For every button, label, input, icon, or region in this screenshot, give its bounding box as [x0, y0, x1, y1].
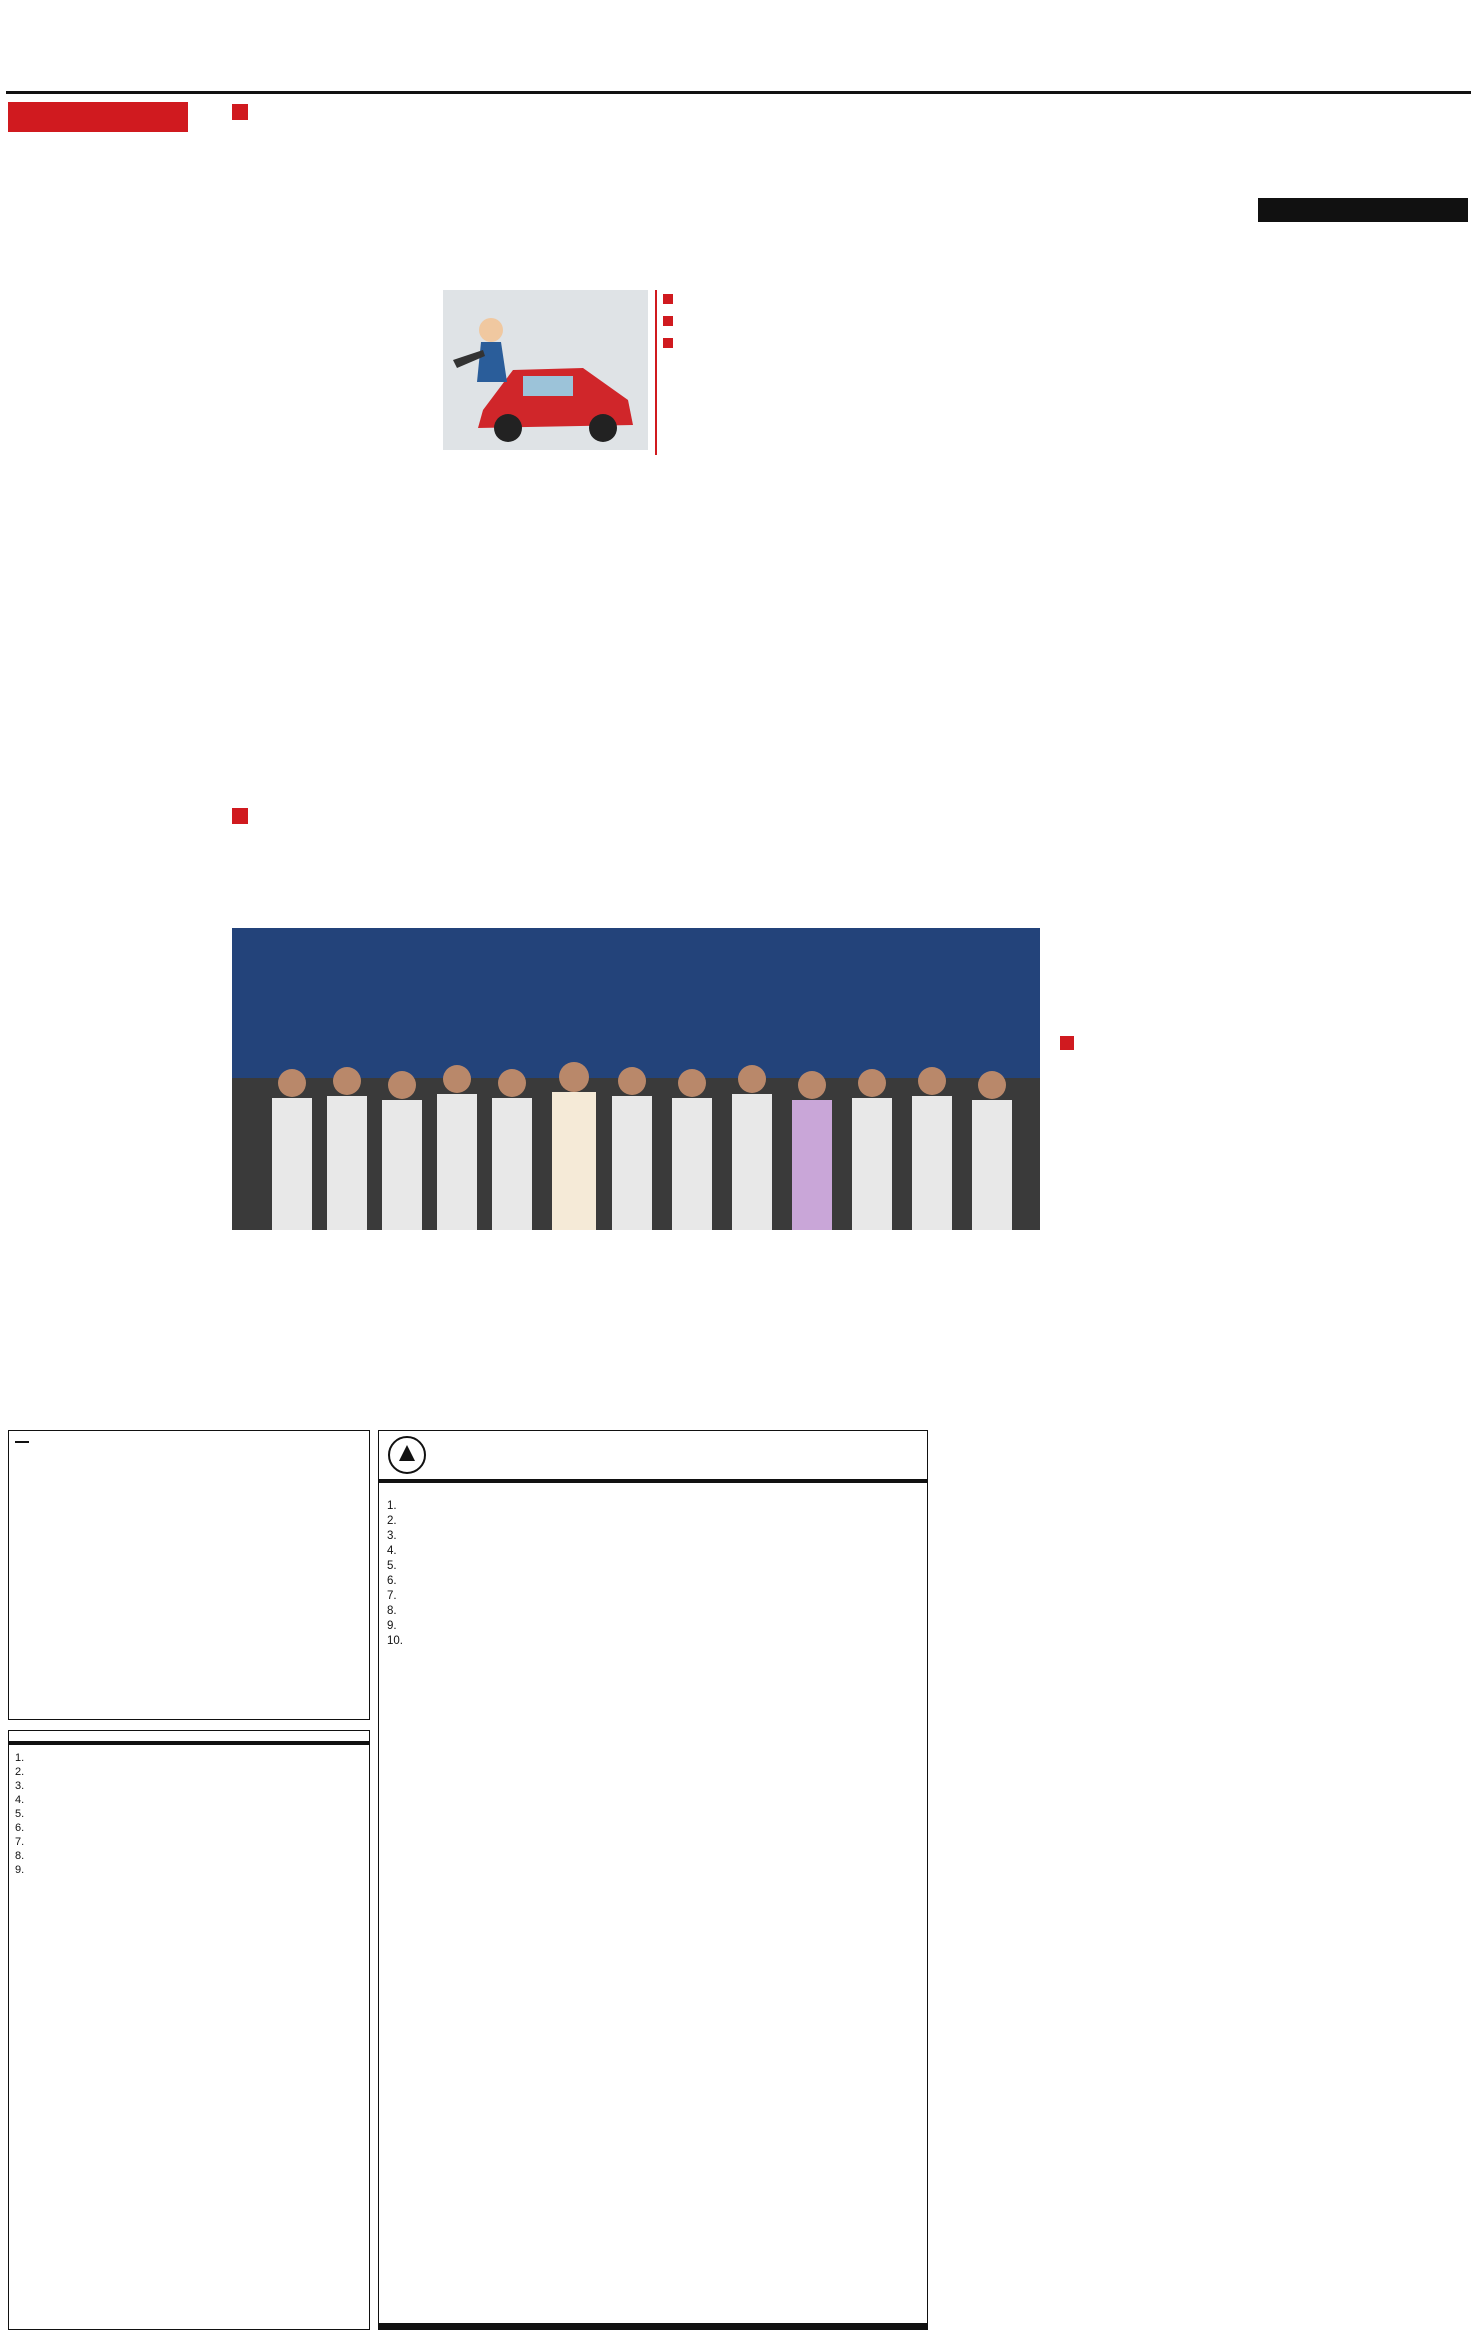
dp-photo	[232, 928, 1040, 1230]
hc-headline	[1060, 1058, 1470, 1118]
sbi-col-a	[1060, 226, 1260, 1026]
teaser-text	[552, 6, 1212, 86]
dp-col-a	[232, 1278, 432, 1418]
lead-col-d	[832, 240, 1037, 795]
bmc-item: 4.	[387, 1545, 397, 1557]
group-photo-icon	[232, 928, 1040, 1230]
bmc-item: 6.	[387, 1575, 397, 1587]
highlight-1	[663, 290, 820, 304]
tender-term: 4.	[15, 1794, 25, 1806]
dp-photo-caption	[232, 1234, 732, 1254]
tender-term: 2.	[15, 1766, 25, 1778]
lead-illustration	[443, 290, 648, 450]
brief-1-text	[8, 200, 208, 465]
sbi-headline-2	[1060, 148, 1470, 196]
brief-2-tag	[8, 470, 208, 490]
brief-2-headline	[8, 490, 208, 552]
bmc-item: 2.	[387, 1515, 397, 1527]
section-title	[1230, 14, 1380, 78]
sbi-headline-1	[1060, 100, 1470, 148]
sbi-tag	[1258, 198, 1468, 222]
dp-kicker-box	[232, 808, 248, 824]
tender-term: 1.	[15, 1752, 25, 1764]
lead-col-c	[655, 460, 825, 795]
highlight-2	[663, 312, 820, 326]
brief-2-text	[8, 556, 208, 1421]
lead-headline	[232, 132, 1052, 232]
dateline	[8, 70, 328, 90]
tender-term: 7.	[15, 1836, 25, 1848]
masthead-rule	[6, 91, 1471, 94]
dp-col-b	[440, 1256, 640, 1418]
bmc-header	[379, 1431, 927, 1479]
briefs-label-box	[8, 102, 188, 132]
sbi-dateline	[1060, 202, 1210, 222]
crash-illustration-icon	[443, 290, 648, 450]
hc-kicker-box	[1060, 1036, 1074, 1050]
lead-highlights	[655, 290, 820, 455]
bmc-footer	[379, 2323, 927, 2329]
page-number	[1400, 12, 1460, 76]
dp-col-c	[648, 1256, 843, 1418]
bmc-item: 5.	[387, 1560, 397, 1572]
bmc-item: 1.	[387, 1500, 397, 1512]
tender-banner	[9, 1741, 369, 1745]
tender-term: 6.	[15, 1822, 25, 1834]
college-tender-ad	[8, 1730, 370, 2330]
hc-text	[1060, 1122, 1470, 1420]
teaser-headline	[335, 26, 545, 72]
tender-term: 5.	[15, 1808, 25, 1820]
lead-kicker-box	[232, 104, 248, 120]
dp-headline	[232, 834, 1052, 924]
highlight-3	[663, 334, 820, 348]
bmc-item: 10.	[387, 1635, 403, 1647]
hc-kicker	[1080, 1030, 1470, 1056]
odhb-body	[15, 1447, 363, 1597]
masthead	[0, 0, 1477, 95]
lead-kicker	[254, 98, 754, 130]
tender-term: 3.	[15, 1780, 25, 1792]
odhb-ad	[8, 1430, 370, 1720]
bmc-ad	[378, 1430, 928, 2330]
bmc-item: 7.	[387, 1590, 397, 1602]
bmc-emblem-icon	[387, 1435, 427, 1475]
bmc-list	[379, 1495, 927, 1649]
teaser-top	[375, 6, 545, 26]
logo	[82, 6, 202, 64]
brief-1-headline	[8, 134, 208, 196]
dp-kicker	[254, 802, 854, 832]
lead-col-b	[443, 460, 648, 795]
sbi-col-b	[1268, 226, 1470, 1026]
dp-col-d	[850, 1256, 1045, 1418]
bmc-item: 3.	[387, 1530, 397, 1542]
lead-col-a	[232, 240, 432, 795]
tender-terms-list	[15, 1751, 363, 1877]
tender-term: 9.	[15, 1864, 25, 1876]
bmc-item: 9.	[387, 1620, 397, 1632]
odhb-notice-label	[15, 1441, 29, 1443]
bmc-item: 8.	[387, 1605, 397, 1617]
tender-term: 8.	[15, 1850, 25, 1862]
bmc-bar	[379, 1479, 927, 1483]
